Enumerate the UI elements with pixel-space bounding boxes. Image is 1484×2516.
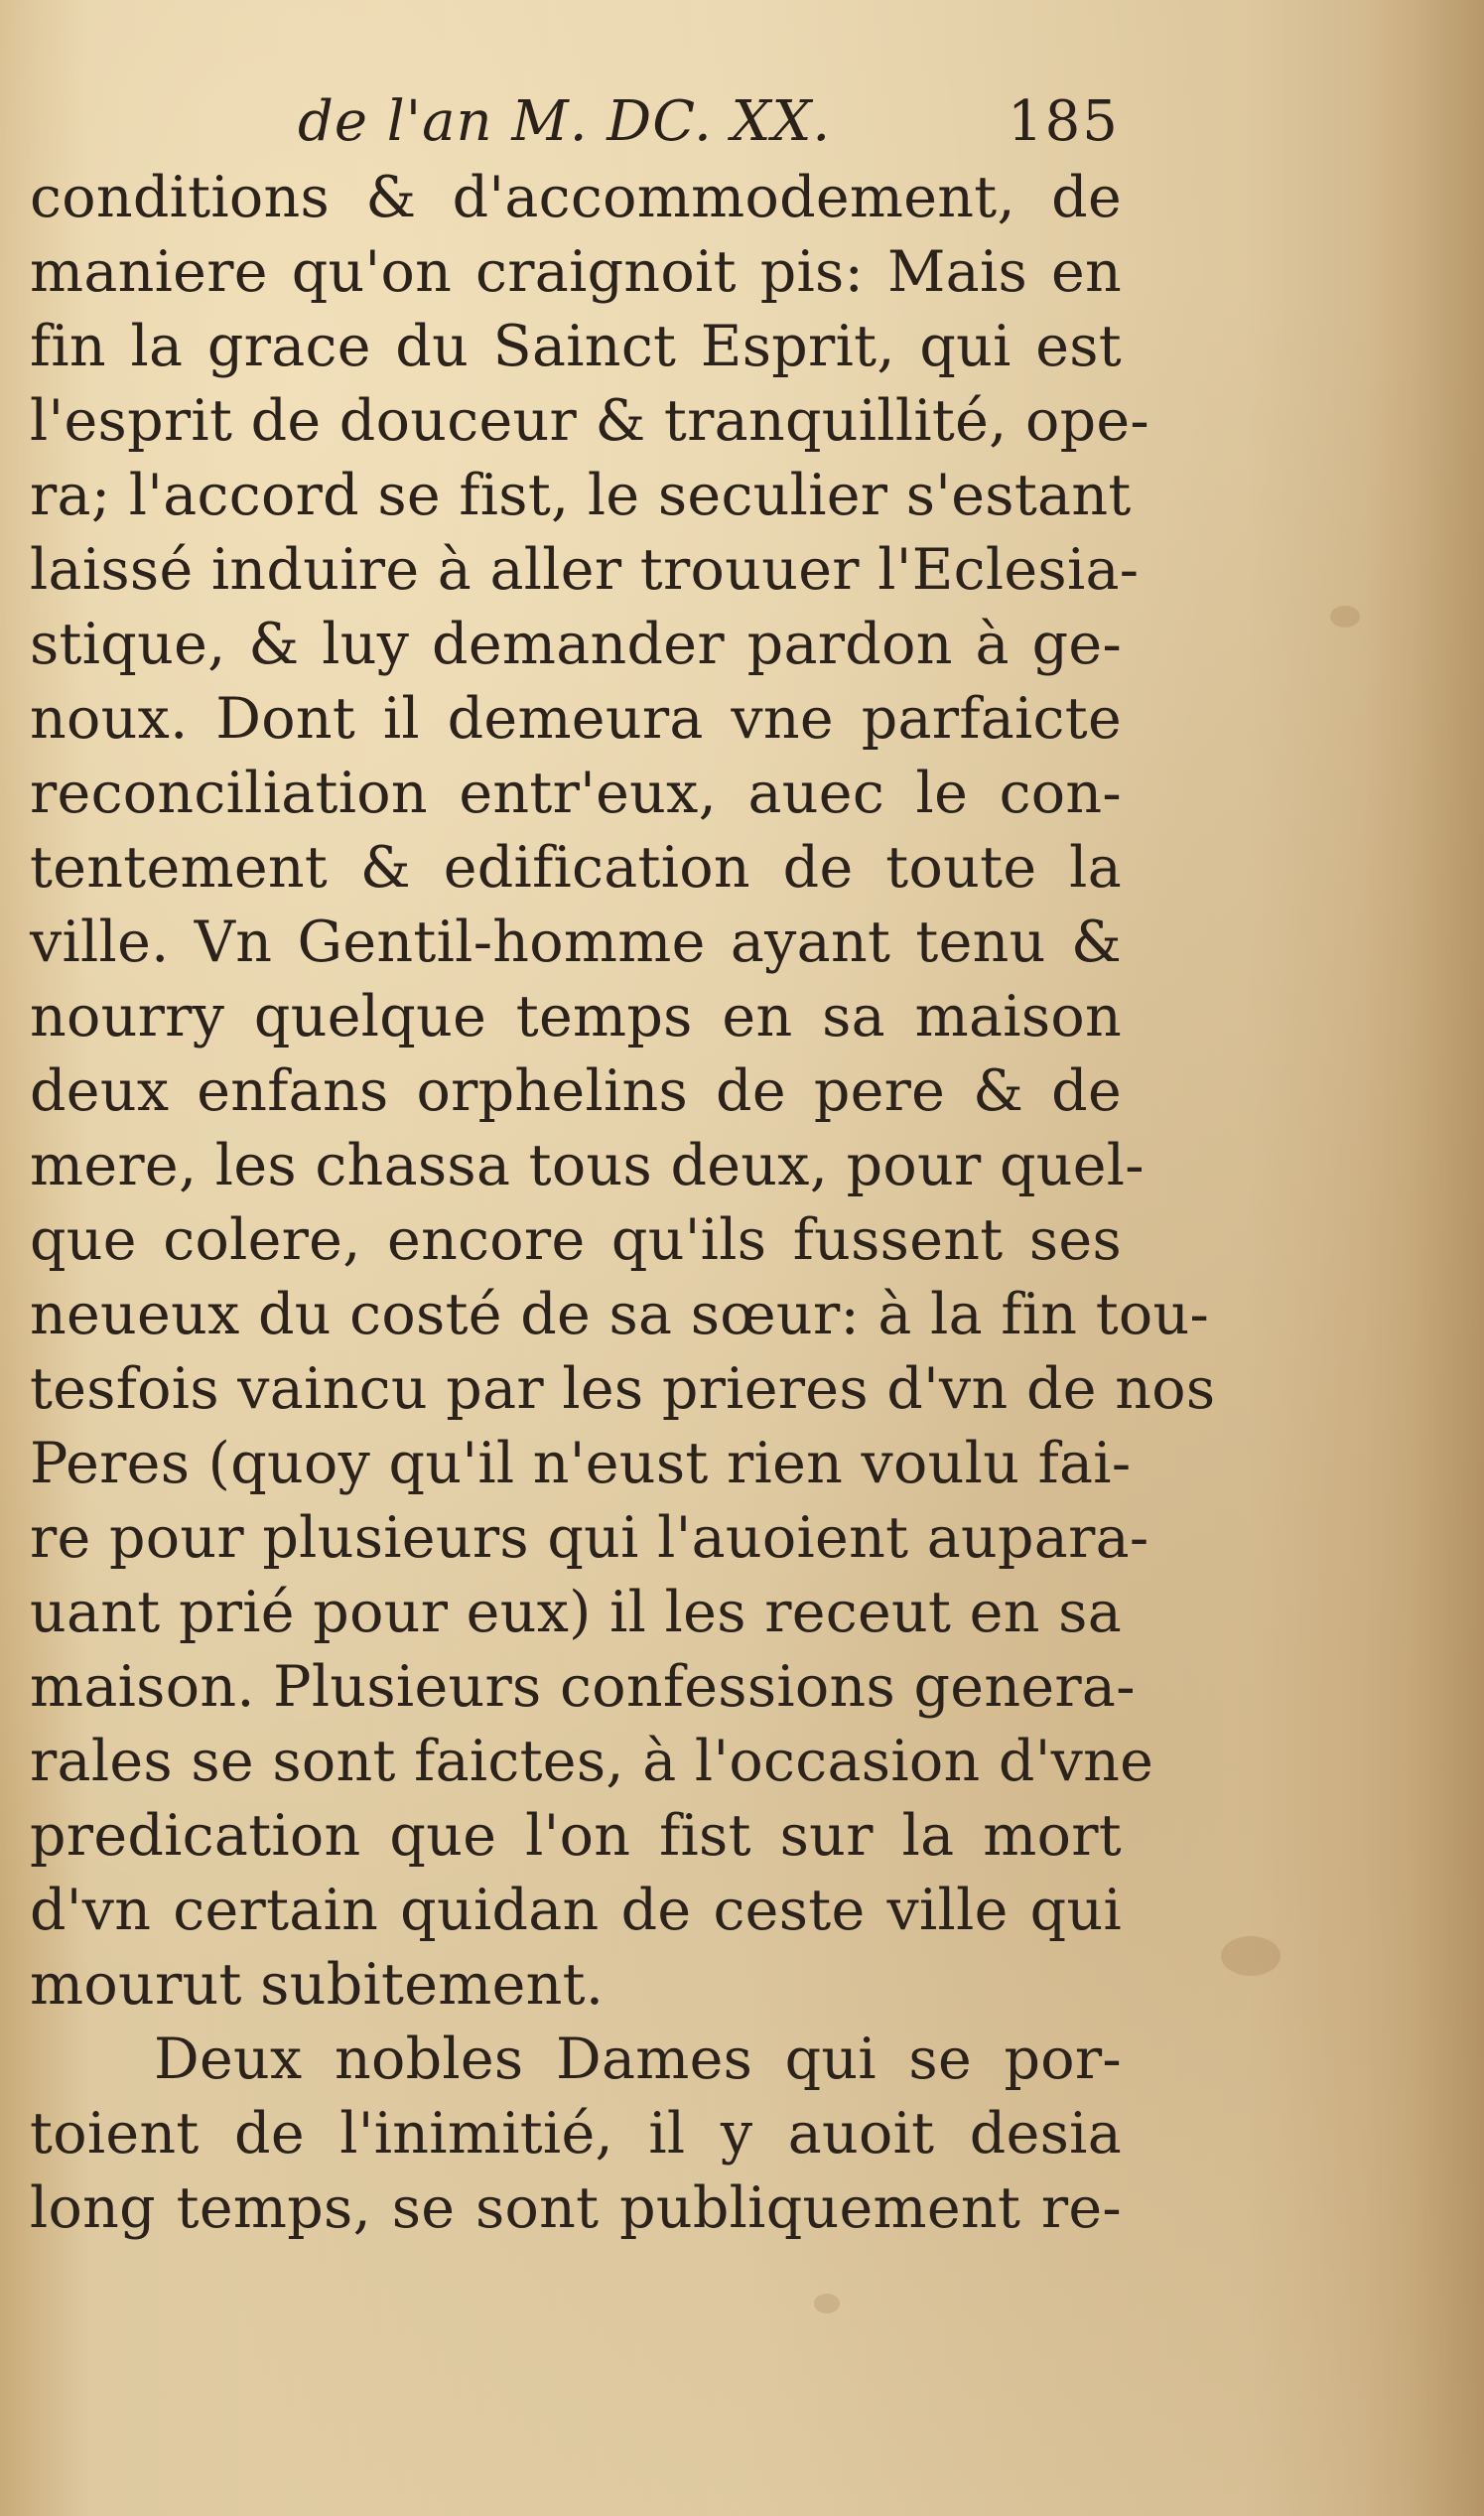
running-head [30,89,1122,169]
text-line: ville. Vn Gentil-homme ayant tenu & [30,909,1122,975]
foxing-stain [1221,1936,1281,1976]
text-line: conditions & d'accommodement, de [30,165,1122,230]
text-line: uant prié pour eux) il les receut en sa [30,1580,1122,1645]
text-line: neueux du costé de sa sœur: à la fin tou- [30,1282,1210,1347]
page-edge-shadow [1246,0,1484,2516]
text-line: tentement & edification de toute la [30,835,1122,901]
text-line: d'vn certain quidan de ceste ville qui [30,1878,1122,1943]
text-line: laissé induire à aller trouuer l'Eclesia- [30,537,1140,603]
text-line: ra; l'accord se fist, le seculier s'estant [30,463,1132,528]
foxing-stain [814,2294,840,2313]
text-line: Peres (quoy qu'il n'eust rien voulu fai- [30,1431,1132,1496]
text-line: rales se sont faictes, à l'occasion d'vne [30,1729,1154,1794]
text-line: reconciliation entr'eux, auec le con- [30,761,1122,826]
text-line: deux enfans orphelins de pere & de [30,1058,1122,1124]
page-number: 185 [1008,89,1120,154]
text-line: long temps, se sont publiquement re- [30,2175,1122,2241]
body-text [30,161,1216,2246]
text-line: fin la grace du Sainct Esprit, qui est [30,314,1122,379]
running-head-title: de l'an M. DC. XX. [298,89,832,154]
text-line: nourry quelque temps en sa maison [30,984,1122,1049]
text-line: tesfois vaincu par les prieres d'vn de nos [30,1356,1216,1422]
text-line-paragraph-end: mourut subitement. [30,1952,605,2018]
foxing-stain [1330,606,1360,628]
text-line: maniere qu'on craignoit pis: Mais en [30,239,1122,305]
text-line: que colere, encore qu'ils fussent ses [30,1207,1122,1273]
text-line: predication que l'on fist sur la mort [30,1803,1122,1869]
text-line: toient de l'inimitié, il y auoit desia [30,2101,1122,2167]
text-line: re pour plusieurs qui l'auoient aupara- [30,1505,1149,1571]
text-line: mere, les chassa tous deux, pour quel- [30,1133,1145,1198]
text-line: l'esprit de douceur & tranquillité, ope- [30,388,1149,454]
text-line: maison. Plusieurs confessions genera- [30,1654,1136,1720]
text-line: stique, & luy demander pardon à ge- [30,612,1122,677]
text-line: noux. Dont il demeura vne parfaicte [30,686,1122,752]
text-line-paragraph-start: Deux nobles Dames qui se por- [154,2027,1122,2092]
